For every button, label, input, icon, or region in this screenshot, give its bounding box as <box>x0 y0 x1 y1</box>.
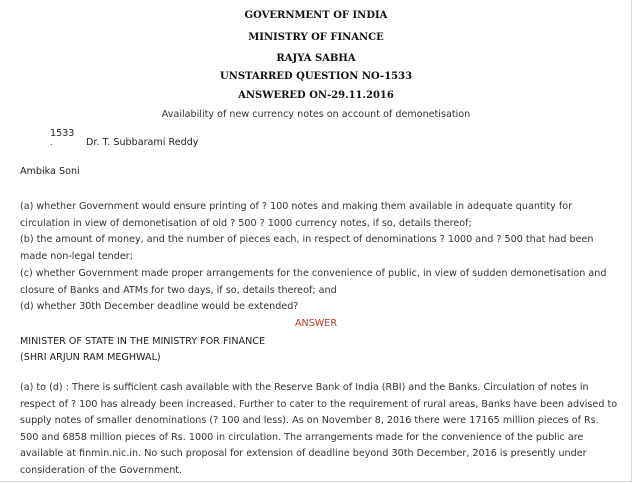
question-item: (c) whether Government made proper arrangements for the convenience of public, in view of sudden demonetisation and closure of Banks and ATMs for two days, if so, details thereof; and <box>20 267 607 296</box>
header-ministry: MINISTRY OF FINANCE <box>248 32 384 43</box>
question-item: (a) whether Government would ensure printing of ? 100 notes and making them available in adequate quantity for circulation in view of demonetisation of old ? 500 ? 1000 currency notes, if so, details thereof; <box>20 201 573 229</box>
question-item: (d) whether 30th December deadline would be extended? <box>20 301 299 313</box>
question-item: (b) the amount of money, and the number of pieces each, in respect of denominations ? 1000 and ? 500 that had been made non-legal tender; <box>20 234 594 263</box>
header-question-no: UNSTARRED QUESTION NO-1533 <box>219 71 413 82</box>
minister-name: (SHRI ARJUN RAM MEGHWAL) <box>20 352 161 363</box>
question-number-dot: . <box>50 138 53 147</box>
header-answered-on: ANSWERED ON-29.11.2016 <box>238 90 394 101</box>
asker-name: Dr. T. Subbarami Reddy <box>86 137 199 148</box>
answer-text: (a) to (d) : There is sufficient cash available with the Reserve Bank of India (RBI) and the Banks. Circulation of notes in respect of ? 100 has already been increased. Further to cater to the requirement of rural areas, Banks have been advised to supply notes of smaller denominations (? 100 and less). As on November 8, 2016 there were 17165 million pieces of Rs. 500 and 6858 million pieces of Rs. 1000 in circulation. The arrangements made for the convenience of the public are available at finmin.nic.in. No such proposal for extension of deadline beyond 30th December, 2016 is presently under consideration of the Government. <box>20 382 618 476</box>
asker-name: Ambika Soni <box>20 166 80 177</box>
minister-title: MINISTER OF STATE IN THE MINISTRY FOR FINANCE <box>20 336 266 347</box>
answer-heading: ANSWER <box>294 318 338 329</box>
question-list <box>20 199 620 316</box>
subject-title: Availability of new currency notes on account of demonetisation <box>161 109 471 120</box>
header-house: RAJYA SABHA <box>276 53 356 64</box>
question-number: 1533 <box>50 128 75 139</box>
header-government: GOVERNMENT OF INDIA <box>244 10 388 21</box>
